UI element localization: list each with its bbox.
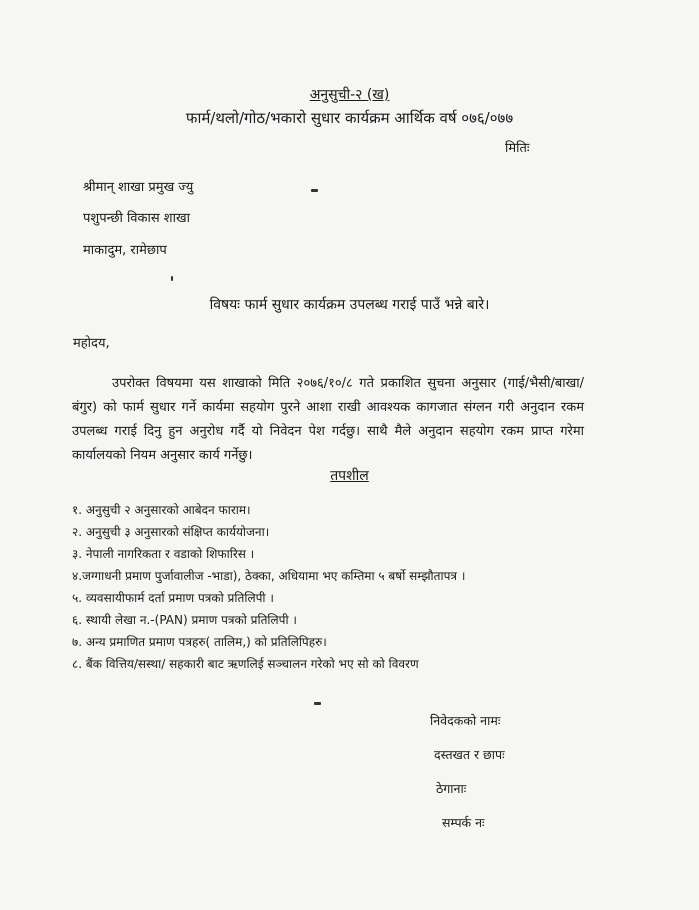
scan-speck <box>171 276 173 281</box>
list-item: ४.जग्गाधनी प्रमाण पुर्जावालीज -भाडा), ठेक्का, अधियामा भए कम्तिमा ५ बर्षो सम्झौतापत्र । <box>72 569 466 583</box>
annex-title: अनुसुची-२ (ख) <box>309 87 390 103</box>
recipient-line-2: पशुपन्छी विकास शाखा <box>83 211 191 226</box>
date-label: मितिः <box>505 141 530 156</box>
scan-speck <box>311 189 318 192</box>
recipient-line-3: माकादुम, रामेछाप <box>83 243 167 258</box>
scan-speck <box>314 702 321 705</box>
list-item: १. अनुसुची २ अनुसारको आबेदन फाराम। <box>72 503 251 517</box>
list-item: ६. स्थायी लेखा न.-(PAN) प्रमाण पत्रको प्रतिलिपी । <box>72 613 297 627</box>
list-item: ७. अन्य प्रमाणित प्रमाण पत्रहरु( तालिम,) को प्रतिलिपिहरु। <box>72 635 327 649</box>
list-title: तपशील <box>330 468 369 484</box>
attachment-list <box>72 499 465 675</box>
contact-number-label: सम्पर्क नः <box>442 815 485 830</box>
salutation: महोदय, <box>73 336 110 351</box>
signature-stamp-label: दस्तखत र छापः <box>434 747 505 762</box>
subject-line: विषयः फार्म सुधार कार्यक्रम उपलब्ध गराई पाउँ भन्ने बारे। <box>209 297 490 313</box>
signature-block <box>430 712 505 831</box>
recipient-line-1: श्रीमान् शाखा प्रमुख ज्यु <box>83 180 194 195</box>
address-label: ठेगानाः <box>436 781 467 796</box>
list-item: ३. नेपाली नागरिकता र वडाको शिफारिस । <box>72 547 255 561</box>
list-item: २. अनुसुची ३ अनुसारको संक्षिप्त कार्ययोजना। <box>72 525 270 539</box>
applicant-name-label: निवेदकको नामः <box>430 713 501 728</box>
list-item: ८. बैंक वित्तिय/सस्था/ सहकारी बाट ऋणलिई सञ्चालन गरेको भए सो को विवरण <box>72 657 419 671</box>
main-heading: फार्म/थलो/गोठ/भकारो सुधार कार्यक्रम आर्थिक वर्ष ०७६/०७७ <box>185 109 514 127</box>
body-paragraph: उपरोक्त विषयमा यस शाखाको मिति २०७६/१०/८ गते प्रकाशित सुचना अनुसार (गाई/भैसी/बाखा/बंगुर) को फार्म सुधार गर्ने कार्यमा सहयोग पुरने आशा राखी आवश्यक कागजात संग्लन गरी अनुदान रकम उपलब्ध गराई दिनु हुन अनुरोध गर्दै यो निवेदन पेश गर्दछु। साथै मैले अनुदान सहयोग रकम प्राप्त गरेमा कार्यालयको नियम अनुसार कार्य गर्नेछु। <box>72 376 584 463</box>
list-item: ५. व्यवसायीफार्म दर्ता प्रमाण पत्रको प्रतिलिपी । <box>72 591 274 605</box>
